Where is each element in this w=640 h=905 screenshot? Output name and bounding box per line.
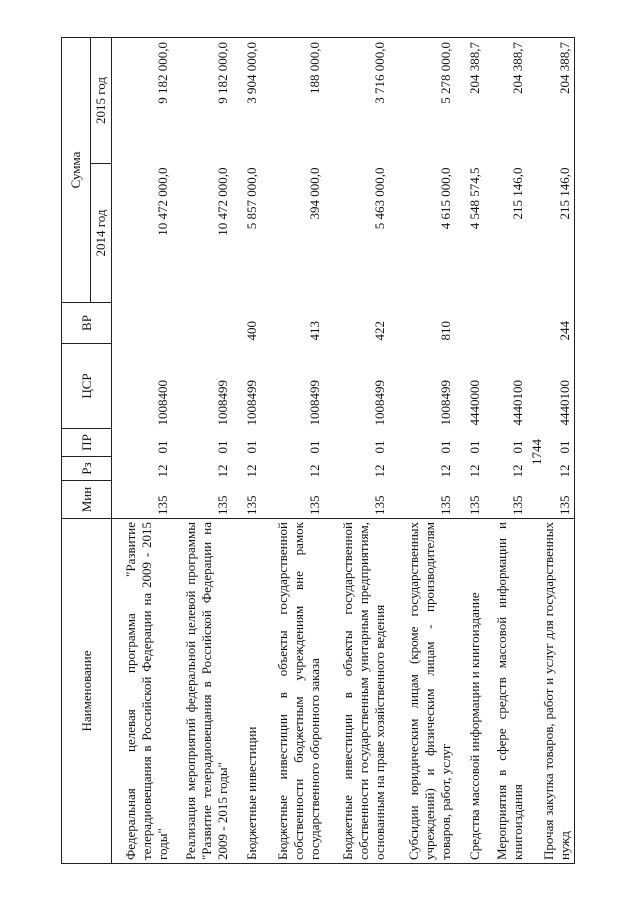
row-name: Прочая закупка товаров, работ и услуг для государственных нужд xyxy=(527,519,575,864)
row-pr: 01 xyxy=(154,440,170,454)
row-min: 135 xyxy=(437,495,453,515)
row-rz: 12 xyxy=(527,457,575,481)
row-csr: 1008499 xyxy=(214,380,230,426)
header-pr: ПР xyxy=(62,429,112,457)
row-min: 135 xyxy=(243,495,259,515)
row-sum-2015: 204 388,7 xyxy=(527,38,575,164)
header-csr: ЦСР xyxy=(62,344,112,429)
row-rz: 12 xyxy=(509,464,525,478)
row-min: 135 xyxy=(214,495,230,515)
row-csr: 4440000 xyxy=(466,380,482,426)
row-name: Бюджетные инвестиции xyxy=(232,519,261,864)
row-rz: 12 xyxy=(466,464,482,478)
row-sum-2014: 4 548 574,5 xyxy=(466,167,482,230)
header-rz: Рз xyxy=(62,457,112,481)
table-row xyxy=(527,38,575,864)
row-csr: 1008499 xyxy=(243,380,259,426)
row-vr: 810 xyxy=(437,321,453,341)
row-pr: 01 xyxy=(509,440,525,454)
row-sum-2015: 3 904 000,0 xyxy=(232,38,261,164)
row-vr: 422 xyxy=(371,321,387,341)
row-sum-2014: 215 146,0 xyxy=(527,164,575,303)
row-rz: 12 xyxy=(371,464,387,478)
header-name: Наименование xyxy=(62,519,112,864)
row-sum-2015: 3 716 000,0 xyxy=(324,38,389,164)
table-row xyxy=(324,38,389,864)
row-sum-2014: 4 615 000,0 xyxy=(437,167,453,230)
row-vr: 244 xyxy=(527,303,575,344)
row-pr: 01 xyxy=(243,440,259,454)
row-vr xyxy=(112,303,172,344)
row-rz: 12 xyxy=(306,464,322,478)
row-rz: 12 xyxy=(154,464,170,478)
row-name: Реализация мероприятий федеральной целевой программы "Развитие телерадиовещания в Российской Федерации на 2009 - 2015 годы" xyxy=(172,519,232,864)
row-sum-2014: 5 857 000,0 xyxy=(243,167,259,230)
table-row xyxy=(484,38,527,864)
row-min: 135 xyxy=(466,495,482,515)
row-rz: 12 xyxy=(243,464,259,478)
row-min: 135 xyxy=(509,495,525,515)
row-sum-2015: 204 388,7 xyxy=(455,38,484,164)
table-row xyxy=(261,38,324,864)
budget-table xyxy=(61,37,575,864)
row-sum-2015: 188 000,0 xyxy=(261,38,324,164)
row-name: Федеральная целевая программа "Развитие телерадиовещания в Российской Федерации на 2009 - 2015 годы" xyxy=(112,519,172,864)
table-row xyxy=(232,38,261,864)
row-csr: 1008499 xyxy=(371,380,387,426)
row-csr: 4440100 xyxy=(527,344,575,429)
header-year-2014: 2014 год xyxy=(91,164,112,303)
table-row xyxy=(455,38,484,864)
row-pr: 01 xyxy=(466,440,482,454)
row-min: 135 xyxy=(306,495,322,515)
row-pr: 01 xyxy=(437,440,453,454)
row-vr: 400 xyxy=(243,321,259,341)
row-sum-2015: 9 182 000,0 xyxy=(172,38,232,164)
header-year-2015: 2015 год xyxy=(91,38,112,164)
header-min: Мин xyxy=(62,481,112,519)
row-min: 135 xyxy=(154,495,170,515)
header-vr: ВР xyxy=(62,303,112,344)
row-csr: 1008400 xyxy=(154,380,170,426)
row-sum-2015: 204 388,7 xyxy=(484,38,527,164)
row-vr xyxy=(172,303,232,344)
row-pr: 01 xyxy=(527,429,575,457)
row-name: Бюджетные инвестиции в объекты государственной собственности государственным унитарным предприятиям, основанным на праве хозяйственного ведения xyxy=(324,519,389,864)
row-name: Средства массовой информации и книгоиздание xyxy=(455,519,484,864)
row-min: 135 xyxy=(371,495,387,515)
table-row xyxy=(172,38,232,864)
row-rz: 12 xyxy=(437,464,453,478)
row-sum-2014: 394 000,0 xyxy=(306,167,322,220)
row-csr: 1008499 xyxy=(437,380,453,426)
row-sum-2014: 5 463 000,0 xyxy=(371,167,387,230)
row-vr xyxy=(484,303,527,344)
row-pr: 01 xyxy=(214,440,230,454)
table-row xyxy=(389,38,455,864)
row-sum-2015: 9 182 000,0 xyxy=(112,38,172,164)
row-sum-2014: 215 146,0 xyxy=(509,167,525,220)
page-number: 1744 xyxy=(529,439,544,465)
budget-table-rotated xyxy=(61,38,574,864)
row-pr: 01 xyxy=(306,440,322,454)
header-sum: Сумма xyxy=(62,38,91,303)
row-name: Субсидии юридическим лицам (кроме государственных учреждений) и физическим лицам - производителям товаров, работ, услуг xyxy=(389,519,455,864)
row-min: 135 xyxy=(527,481,575,519)
row-csr: 1008499 xyxy=(306,380,322,426)
row-name: Бюджетные инвестиции в объекты государственной собственности бюджетным учреждениям вне рамок государственного оборонного заказа xyxy=(261,519,324,864)
row-vr: 413 xyxy=(306,321,322,341)
row-name: Мероприятия в сфере средств массовой информации и книгоиздания xyxy=(484,519,527,864)
row-rz: 12 xyxy=(214,464,230,478)
row-vr xyxy=(455,303,484,344)
row-sum-2014: 10 472 000,0 xyxy=(154,167,170,236)
row-sum-2014: 10 472 000,0 xyxy=(214,167,230,236)
row-pr: 01 xyxy=(371,440,387,454)
table-row xyxy=(112,38,172,864)
row-sum-2015: 5 278 000,0 xyxy=(389,38,455,164)
row-csr: 4440100 xyxy=(509,380,525,426)
